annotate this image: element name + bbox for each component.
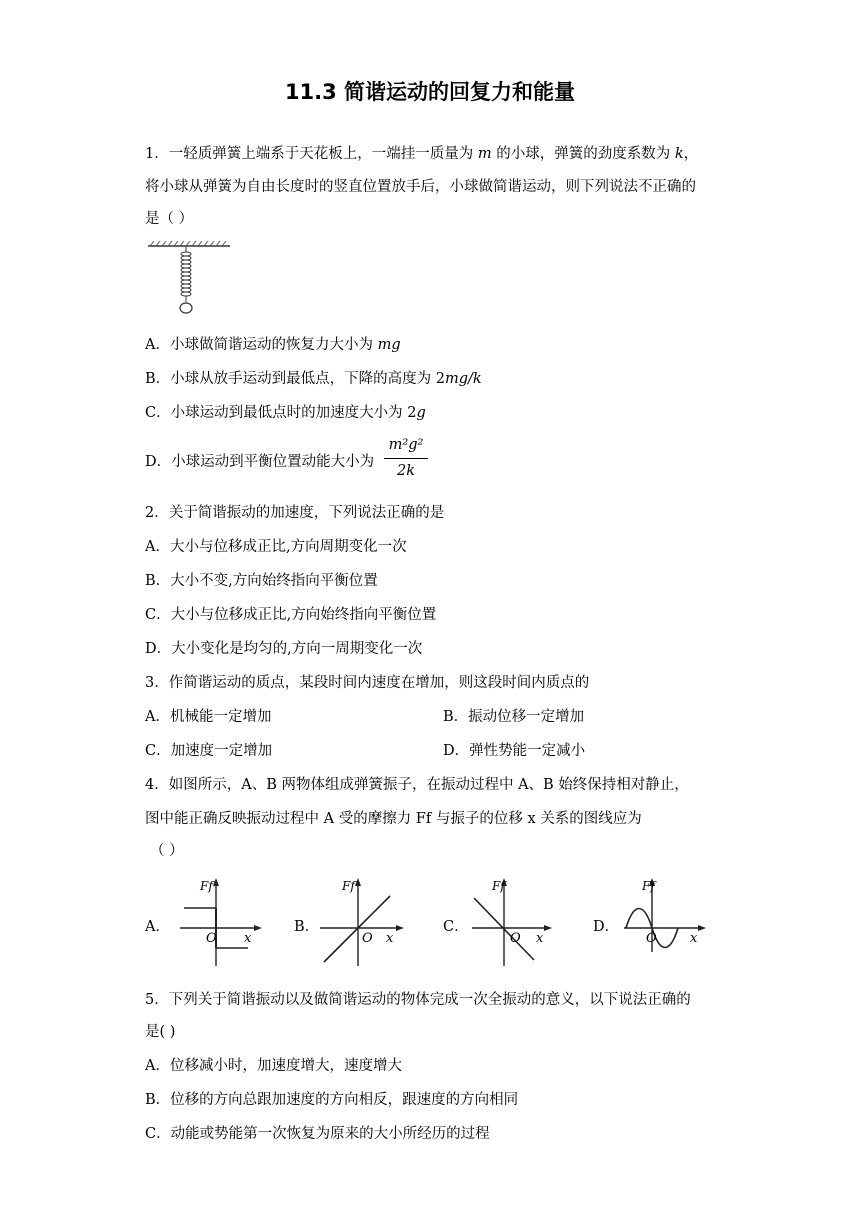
graph-d-y-label: Ff xyxy=(642,879,655,893)
q1-option-a xyxy=(145,333,401,354)
graph-a xyxy=(176,872,266,968)
fraction-bar xyxy=(384,458,428,459)
graph-b-origin: O xyxy=(362,931,373,946)
q5-option-c: C．动能或势能第一次恢复为原来的大小所经历的过程 xyxy=(145,1126,490,1142)
q1-option-c-text: C．小球运动到最低点时的加速度大小为 2 xyxy=(145,405,417,421)
graph-c-y-label: Ff xyxy=(492,879,505,893)
graph-d-x-label: x xyxy=(690,931,698,946)
q3-option-c: C．加速度一定增加 xyxy=(145,743,273,759)
q1-option-d: D．小球运动到平衡位置动能大小为 xyxy=(145,454,375,470)
q4-stem-line2: 图中能正确反映振动过程中 A 受的摩擦力 Ff 与振子的位移 x 关系的图线应为 xyxy=(145,811,642,827)
graph-d xyxy=(620,872,712,968)
graph-c-origin: O xyxy=(510,931,521,946)
graph-b-y-label: Ff xyxy=(342,879,355,893)
q1-var-m: m xyxy=(477,146,492,162)
q1-option-c-math: g xyxy=(416,405,426,421)
graph-a-y-label: Ff xyxy=(200,879,213,893)
q3-stem: 3．作简谐运动的质点，某段时间内速度在增加，则这段时间内质点的 xyxy=(145,675,590,691)
q4-graph-label-a: A． xyxy=(145,919,170,935)
q1-stem-line2: 将小球从弹簧为自由长度时的竖直位置放手后，小球做简谐运动，则下列说法不正确的 xyxy=(145,179,696,195)
graph-a-origin: O xyxy=(206,931,217,946)
q5-option-a: A．位移减小时，加速度增大，速度增大 xyxy=(145,1058,402,1074)
q4-stem-line1: 4．如图所示，A、B 两物体组成弹簧振子，在振动过程中 A、B 始终保持相对静止， xyxy=(145,777,689,793)
q1-text-b: 的小球，弹簧的劲度系数为 xyxy=(491,146,675,162)
q1-option-b xyxy=(145,367,482,388)
q1-option-b-math: mg/k xyxy=(445,371,482,387)
q3-option-a: A．机械能一定增加 xyxy=(145,709,272,725)
graph-a-x-label: x xyxy=(244,931,252,946)
q2-stem: 2．关于简谐振动的加速度，下列说法正确的是 xyxy=(145,505,445,521)
q3-option-d: D．弹性势能一定减小 xyxy=(443,743,586,759)
graph-b xyxy=(318,872,408,968)
q2-option-a: A．大小与位移成正比,方向周期变化一次 xyxy=(145,539,407,555)
q1-stem-line3: 是（ ） xyxy=(145,211,194,227)
q3-option-b: B．振动位移一定增加 xyxy=(443,709,585,725)
q1-option-b-text: B．小球从放手运动到最低点，下降的高度为 2 xyxy=(145,371,445,387)
q1-var-k: k xyxy=(674,146,684,162)
graph-c xyxy=(470,872,560,968)
q5-stem-line2: 是( ) xyxy=(145,1024,176,1040)
q4-graph-label-c: C． xyxy=(443,919,469,935)
page-title: 11.3 简谐运动的回复力和能量 xyxy=(284,80,576,104)
graph-d-origin: O xyxy=(646,931,657,946)
q1-text-c: ， xyxy=(683,146,699,162)
q2-option-c: C．大小与位移成正比,方向始终指向平衡位置 xyxy=(145,607,437,623)
q1-option-a-math: mg xyxy=(377,337,401,353)
q4-graph-label-d: D． xyxy=(593,919,620,935)
q1-option-d-numerator: m²g² xyxy=(388,437,424,453)
q5-option-b: B．位移的方向总跟加速度的方向相反，跟速度的方向相同 xyxy=(145,1092,519,1108)
q4-stem-line3: （ ） xyxy=(150,843,184,859)
spring-figure xyxy=(146,240,232,316)
q5-stem-line1: 5．下列关于简谐振动以及做简谐运动的物体完成一次全振动的意义，以下说法正确的 xyxy=(145,992,691,1008)
graph-b-x-label: x xyxy=(386,931,394,946)
q2-option-d: D．大小变化是均匀的,方向一周期变化一次 xyxy=(145,641,423,657)
graph-c-x-label: x xyxy=(536,931,544,946)
q1-option-d-denominator: 2k xyxy=(396,463,415,479)
q2-option-b: B．大小不变,方向始终指向平衡位置 xyxy=(145,573,378,589)
q1-stem-line1 xyxy=(145,142,698,163)
q1-text-a: 1．一轻质弹簧上端系于天花板上，一端挂一质量为 xyxy=(145,146,478,162)
q1-option-c xyxy=(145,401,426,422)
q1-option-a-text: A．小球做简谐运动的恢复力大小为 xyxy=(145,337,378,353)
q4-graph-label-b: B． xyxy=(294,919,320,935)
